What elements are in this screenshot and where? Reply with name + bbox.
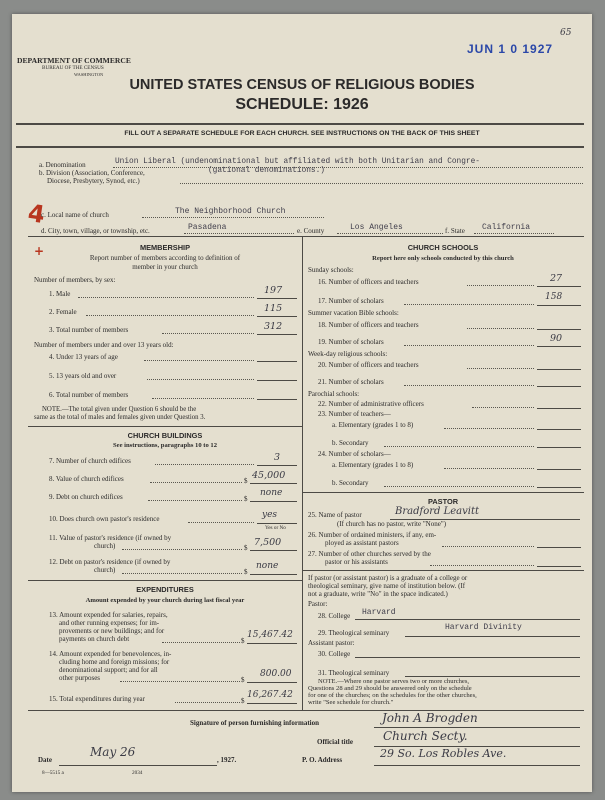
city-value: Pasadena xyxy=(188,223,227,232)
q24-label: 24. Number of scholars— xyxy=(318,450,391,458)
q25-value: Bradford Leavitt xyxy=(395,506,479,517)
department-name: DEPARTMENT OF COMMERCE xyxy=(17,56,131,65)
q8-dollar-sign: $ xyxy=(244,477,248,485)
state-label: f. State xyxy=(445,227,465,235)
membership-heading: MEMBERSHIP xyxy=(139,243,191,252)
line xyxy=(467,368,534,369)
q23b-label: b. Secondary xyxy=(332,439,369,447)
graduate-instruction-line1: If pastor (or assistant pastor) is a graduate of a college or xyxy=(308,574,468,582)
q22-label: 22. Number of administrative officers xyxy=(318,400,424,408)
q24a-label: a. Elementary (grades 1 to 8) xyxy=(332,461,414,469)
sunday-label: Sunday schools: xyxy=(308,266,354,274)
q17-label: 17. Number of scholars xyxy=(318,297,384,305)
form-number: 8—5515 a xyxy=(42,770,64,776)
census-schedule-sheet xyxy=(12,14,592,792)
expenditures-subheading: Amount expended by your church during last fiscal year xyxy=(85,597,245,604)
city-label: d. City, town, village, or township, etc. xyxy=(41,227,150,235)
division-label-line2: Diocese, Presbytery, Synod, etc.) xyxy=(47,177,140,185)
q14-label-line2: cluding home and foreign missions; for xyxy=(59,658,170,666)
rule xyxy=(28,426,302,427)
buildings-subheading: See instructions, paragraphs 10 to 12 xyxy=(112,442,218,449)
q10-value: yes xyxy=(262,510,278,520)
rule xyxy=(302,570,584,571)
q10-label: 10. Does church own pastor's residence xyxy=(49,515,160,523)
print-number: 2034 xyxy=(132,770,143,776)
q19-label: 19. Number of scholars xyxy=(318,338,384,346)
q7-value: 3 xyxy=(274,452,281,463)
q3-label: 3. Total number of members xyxy=(49,326,129,334)
answer-line xyxy=(405,636,580,637)
po-address-value: 29 So. Los Robles Ave. xyxy=(380,747,507,760)
line xyxy=(120,681,240,682)
answer-line xyxy=(257,316,297,317)
line xyxy=(122,549,242,550)
answer-line xyxy=(537,408,581,409)
q13-label-line4: payments on church debt xyxy=(59,635,130,643)
answer-line xyxy=(257,298,297,299)
answer-line xyxy=(257,399,297,400)
line xyxy=(148,500,242,501)
schools-subheading: Report here only schools conducted by this church xyxy=(372,255,514,262)
line xyxy=(180,183,583,184)
line xyxy=(467,285,534,286)
q4-label: 4. Under 13 years of age xyxy=(49,353,118,361)
pastor-note-line1: NOTE.—Where one pastor serves two or more churches, xyxy=(318,678,470,685)
membership-intro-line1: Report number of members according to definition of xyxy=(89,254,241,262)
line xyxy=(142,217,324,218)
q5-label: 5. 13 years old and over xyxy=(49,372,117,380)
q14-label-line4: other purposes xyxy=(59,674,101,682)
line xyxy=(472,407,534,408)
answer-line xyxy=(537,487,581,488)
line xyxy=(467,328,534,329)
q29-value: Harvard Divinity xyxy=(445,623,522,632)
answer-line xyxy=(247,682,297,683)
line xyxy=(404,304,534,305)
q11-label-line2: church) xyxy=(94,542,116,550)
q24b-label: b. Secondary xyxy=(332,479,369,487)
q1-value: 197 xyxy=(264,285,283,296)
q14-dollar-sign: $ xyxy=(241,676,245,684)
line xyxy=(122,573,242,574)
q12-value: none xyxy=(256,561,279,571)
q11-value: 7,500 xyxy=(254,537,282,548)
q28-value: Harvard xyxy=(362,608,396,617)
answer-line xyxy=(537,346,581,347)
line xyxy=(184,233,294,234)
by-sex-label: Number of members, by sex: xyxy=(34,276,116,284)
q30-label: 30. College xyxy=(318,650,351,658)
q14-label-line3: denominational support; and for all xyxy=(59,666,158,674)
rule xyxy=(28,710,584,711)
q8-value: 45,000 xyxy=(252,470,286,481)
official-title-label: Official title xyxy=(317,738,353,746)
q1-label: 1. Male xyxy=(49,290,71,298)
answer-line xyxy=(250,574,297,575)
schools-heading: CHURCH SCHOOLS xyxy=(407,243,479,252)
answer-line xyxy=(355,657,580,658)
buildings-heading: CHURCH BUILDINGS xyxy=(127,431,203,440)
q8-label: 8. Value of church edifices xyxy=(49,475,124,483)
answer-line xyxy=(257,334,297,335)
received-date-stamp: JUN 1 0 1927 xyxy=(467,42,554,56)
q13-label-line2: and other running expenses; for im- xyxy=(59,619,160,627)
rule xyxy=(28,236,584,237)
line xyxy=(162,642,240,643)
q14-label-line1: 14. Amount expended for benevolences, in- xyxy=(49,650,172,658)
q7-label: 7. Number of church edifices xyxy=(49,457,131,465)
line xyxy=(150,482,242,483)
q9-dollar-sign: $ xyxy=(244,495,248,503)
answer-line xyxy=(537,429,581,430)
answer-line xyxy=(537,566,581,567)
line xyxy=(430,565,534,566)
pastor-note-line4: write "See schedule for church." xyxy=(308,699,394,706)
answer-line xyxy=(257,465,297,466)
graduate-instruction-line2: theological seminary, give name of institution below. (If xyxy=(308,582,466,590)
answer-line xyxy=(537,369,581,370)
date-label: Date xyxy=(38,756,52,764)
answer-line xyxy=(250,501,297,502)
answer-line xyxy=(257,361,297,362)
answer-line xyxy=(537,305,581,306)
q16-value: 27 xyxy=(550,273,563,284)
q28-label: 28. College xyxy=(318,612,351,620)
state-value: California xyxy=(482,223,531,232)
official-title-value: Church Secty. xyxy=(383,729,468,743)
q2-label: 2. Female xyxy=(49,308,77,316)
rule xyxy=(16,123,584,125)
parochial-label: Parochial schools: xyxy=(308,390,360,398)
answer-line xyxy=(250,483,297,484)
bureau-city: WASHINGTON xyxy=(74,72,104,77)
margin-pencil-plus-icon: + xyxy=(34,244,45,258)
q15-label: 15. Total expenditures during year xyxy=(49,695,145,703)
pastor-subheading: Pastor: xyxy=(308,600,328,608)
church-name-value: The Neighborhood Church xyxy=(175,207,286,216)
q13-value: 15,467.42 xyxy=(247,630,293,640)
q2-value: 115 xyxy=(264,303,283,314)
membership-note-line1: NOTE.—The total given under Question 6 should be the xyxy=(42,406,197,413)
q12-dollar-sign: $ xyxy=(244,568,248,576)
line xyxy=(188,522,254,523)
division-label-line1: b. Division (Association, Conference, xyxy=(39,169,145,177)
answer-line xyxy=(537,469,581,470)
column-divider xyxy=(302,236,303,710)
q3-value: 312 xyxy=(264,321,283,332)
answer-line xyxy=(537,329,581,330)
q16-label: 16. Number of officers and teachers xyxy=(318,278,419,286)
weekday-label: Week-day religious schools: xyxy=(308,350,388,358)
q19-value: 90 xyxy=(550,333,563,344)
denomination-label: a. Denomination xyxy=(39,161,86,169)
q13-dollar-sign: $ xyxy=(241,637,245,645)
form-instruction: FILL OUT A SEPARATE SCHEDULE FOR EACH CHURCH. SEE INSTRUCTIONS ON THE BACK OF THIS SHEET xyxy=(124,130,480,137)
q9-label: 9. Debt on church edifices xyxy=(49,493,123,501)
answer-line xyxy=(537,386,581,387)
answer-line xyxy=(355,619,580,620)
answer-line xyxy=(257,523,297,524)
answer-line xyxy=(537,286,581,287)
q15-dollar-sign: $ xyxy=(241,697,245,705)
q25-label: 25. Name of pastor xyxy=(308,511,362,519)
answer-line xyxy=(374,765,580,766)
pastor-note-line2: Questions 28 and 29 should be answered only on the schedule xyxy=(308,685,472,692)
form-title: UNITED STATES CENSUS OF RELIGIOUS BODIES xyxy=(129,77,475,93)
line xyxy=(113,167,583,168)
q18-label: 18. Number of officers and teachers xyxy=(318,321,419,329)
denomination-value: Union Liberal (undenominational but affiliated with both Unitarian and Congre- xyxy=(115,158,480,166)
answer-line xyxy=(247,703,297,704)
bureau-name: BUREAU OF THE CENSUS xyxy=(42,65,104,71)
q12-label-line2: church) xyxy=(94,566,116,574)
date-value: May 26 xyxy=(90,745,136,759)
signature-value: John A Brogden xyxy=(382,711,478,725)
po-address-label: P. O. Address xyxy=(302,756,343,764)
rule xyxy=(28,580,302,581)
q29-label: 29. Theological seminary xyxy=(318,629,390,637)
county-label: e. County xyxy=(297,227,325,235)
q26-label-line1: 26. Number of ordained ministers, if any, em- xyxy=(308,531,437,539)
line xyxy=(147,379,254,380)
graduate-instruction-line3: not a graduate, write "No" in the space indicated.) xyxy=(308,590,448,598)
q6-label: 6. Total number of members xyxy=(49,391,129,399)
signature-label: Signature of person furnishing information xyxy=(190,719,319,727)
q12-label-line1: 12. Debt on pastor's residence (if owned by xyxy=(49,558,171,566)
assistant-pastor-subheading: Assistant pastor: xyxy=(308,639,355,647)
q11-label-line1: 11. Value of pastor's residence (if owned by xyxy=(49,534,172,542)
membership-note-line2: same as the total of males and females given under Question 3. xyxy=(34,414,206,421)
line xyxy=(384,446,534,447)
line xyxy=(404,345,534,346)
age-label: Number of members under and over 13 years old: xyxy=(34,341,174,349)
line xyxy=(144,360,254,361)
q27-label-line2: pastor or his assistants xyxy=(325,558,388,566)
pastor-heading: PASTOR xyxy=(427,497,459,506)
answer-line xyxy=(537,447,581,448)
line xyxy=(442,546,534,547)
corner-number: 65 xyxy=(560,28,572,38)
q23a-label: a. Elementary (grades 1 to 8) xyxy=(332,421,414,429)
line xyxy=(175,702,240,703)
line xyxy=(474,233,554,234)
line xyxy=(384,486,534,487)
rule xyxy=(16,146,584,148)
church-name-label: c. Local name of church xyxy=(41,211,109,219)
answer-line xyxy=(59,765,217,766)
signature-line xyxy=(374,727,580,728)
q11-dollar-sign: $ xyxy=(244,544,248,552)
answer-line xyxy=(250,550,297,551)
line xyxy=(444,468,534,469)
rule xyxy=(302,492,584,493)
line xyxy=(162,333,254,334)
line xyxy=(86,315,254,316)
q20-label: 20. Number of officers and teachers xyxy=(318,361,419,369)
pastor-note-line3: for one of the churches; on the schedules for the other churches, xyxy=(308,692,477,699)
q13-label-line3: provements or new buildings; and for xyxy=(59,627,165,635)
date-year: , 1927. xyxy=(217,756,237,764)
q21-label: 21. Number of scholars xyxy=(318,378,384,386)
answer-line xyxy=(247,643,297,644)
q14-value: 800.00 xyxy=(260,669,292,679)
answer-line xyxy=(257,380,297,381)
margin-pencil-mark: 4 xyxy=(26,198,47,230)
expenditures-heading: EXPENDITURES xyxy=(136,585,194,594)
q15-value: 16,267.42 xyxy=(247,690,293,700)
q25-hint: (If church has no pastor, write "None") xyxy=(337,520,447,528)
answer-line xyxy=(537,547,581,548)
form-subtitle: SCHEDULE: 1926 xyxy=(235,96,369,113)
q17-value: 158 xyxy=(545,292,563,302)
q31-label: 31. Theological seminary xyxy=(318,669,390,677)
line xyxy=(337,233,443,234)
membership-intro-line2: member in your church xyxy=(132,263,198,271)
answer-line xyxy=(405,676,580,677)
line xyxy=(444,428,534,429)
q23-label: 23. Number of teachers— xyxy=(318,410,391,418)
q26-label-line2: ployed as assistant pastors xyxy=(325,539,399,547)
line xyxy=(404,385,534,386)
line xyxy=(155,464,254,465)
vacation-label: Summer vacation Bible schools: xyxy=(308,309,399,317)
line xyxy=(78,297,254,298)
q27-label-line1: 27. Number of other churches served by the xyxy=(308,550,431,558)
line xyxy=(152,398,254,399)
q13-label-line1: 13. Amount expended for salaries, repairs, xyxy=(49,611,168,619)
division-value: (gational denominations.) xyxy=(208,167,325,175)
county-value: Los Angeles xyxy=(350,223,403,232)
q10-hint: Yes or No xyxy=(265,525,286,531)
q9-value: none xyxy=(260,488,283,498)
